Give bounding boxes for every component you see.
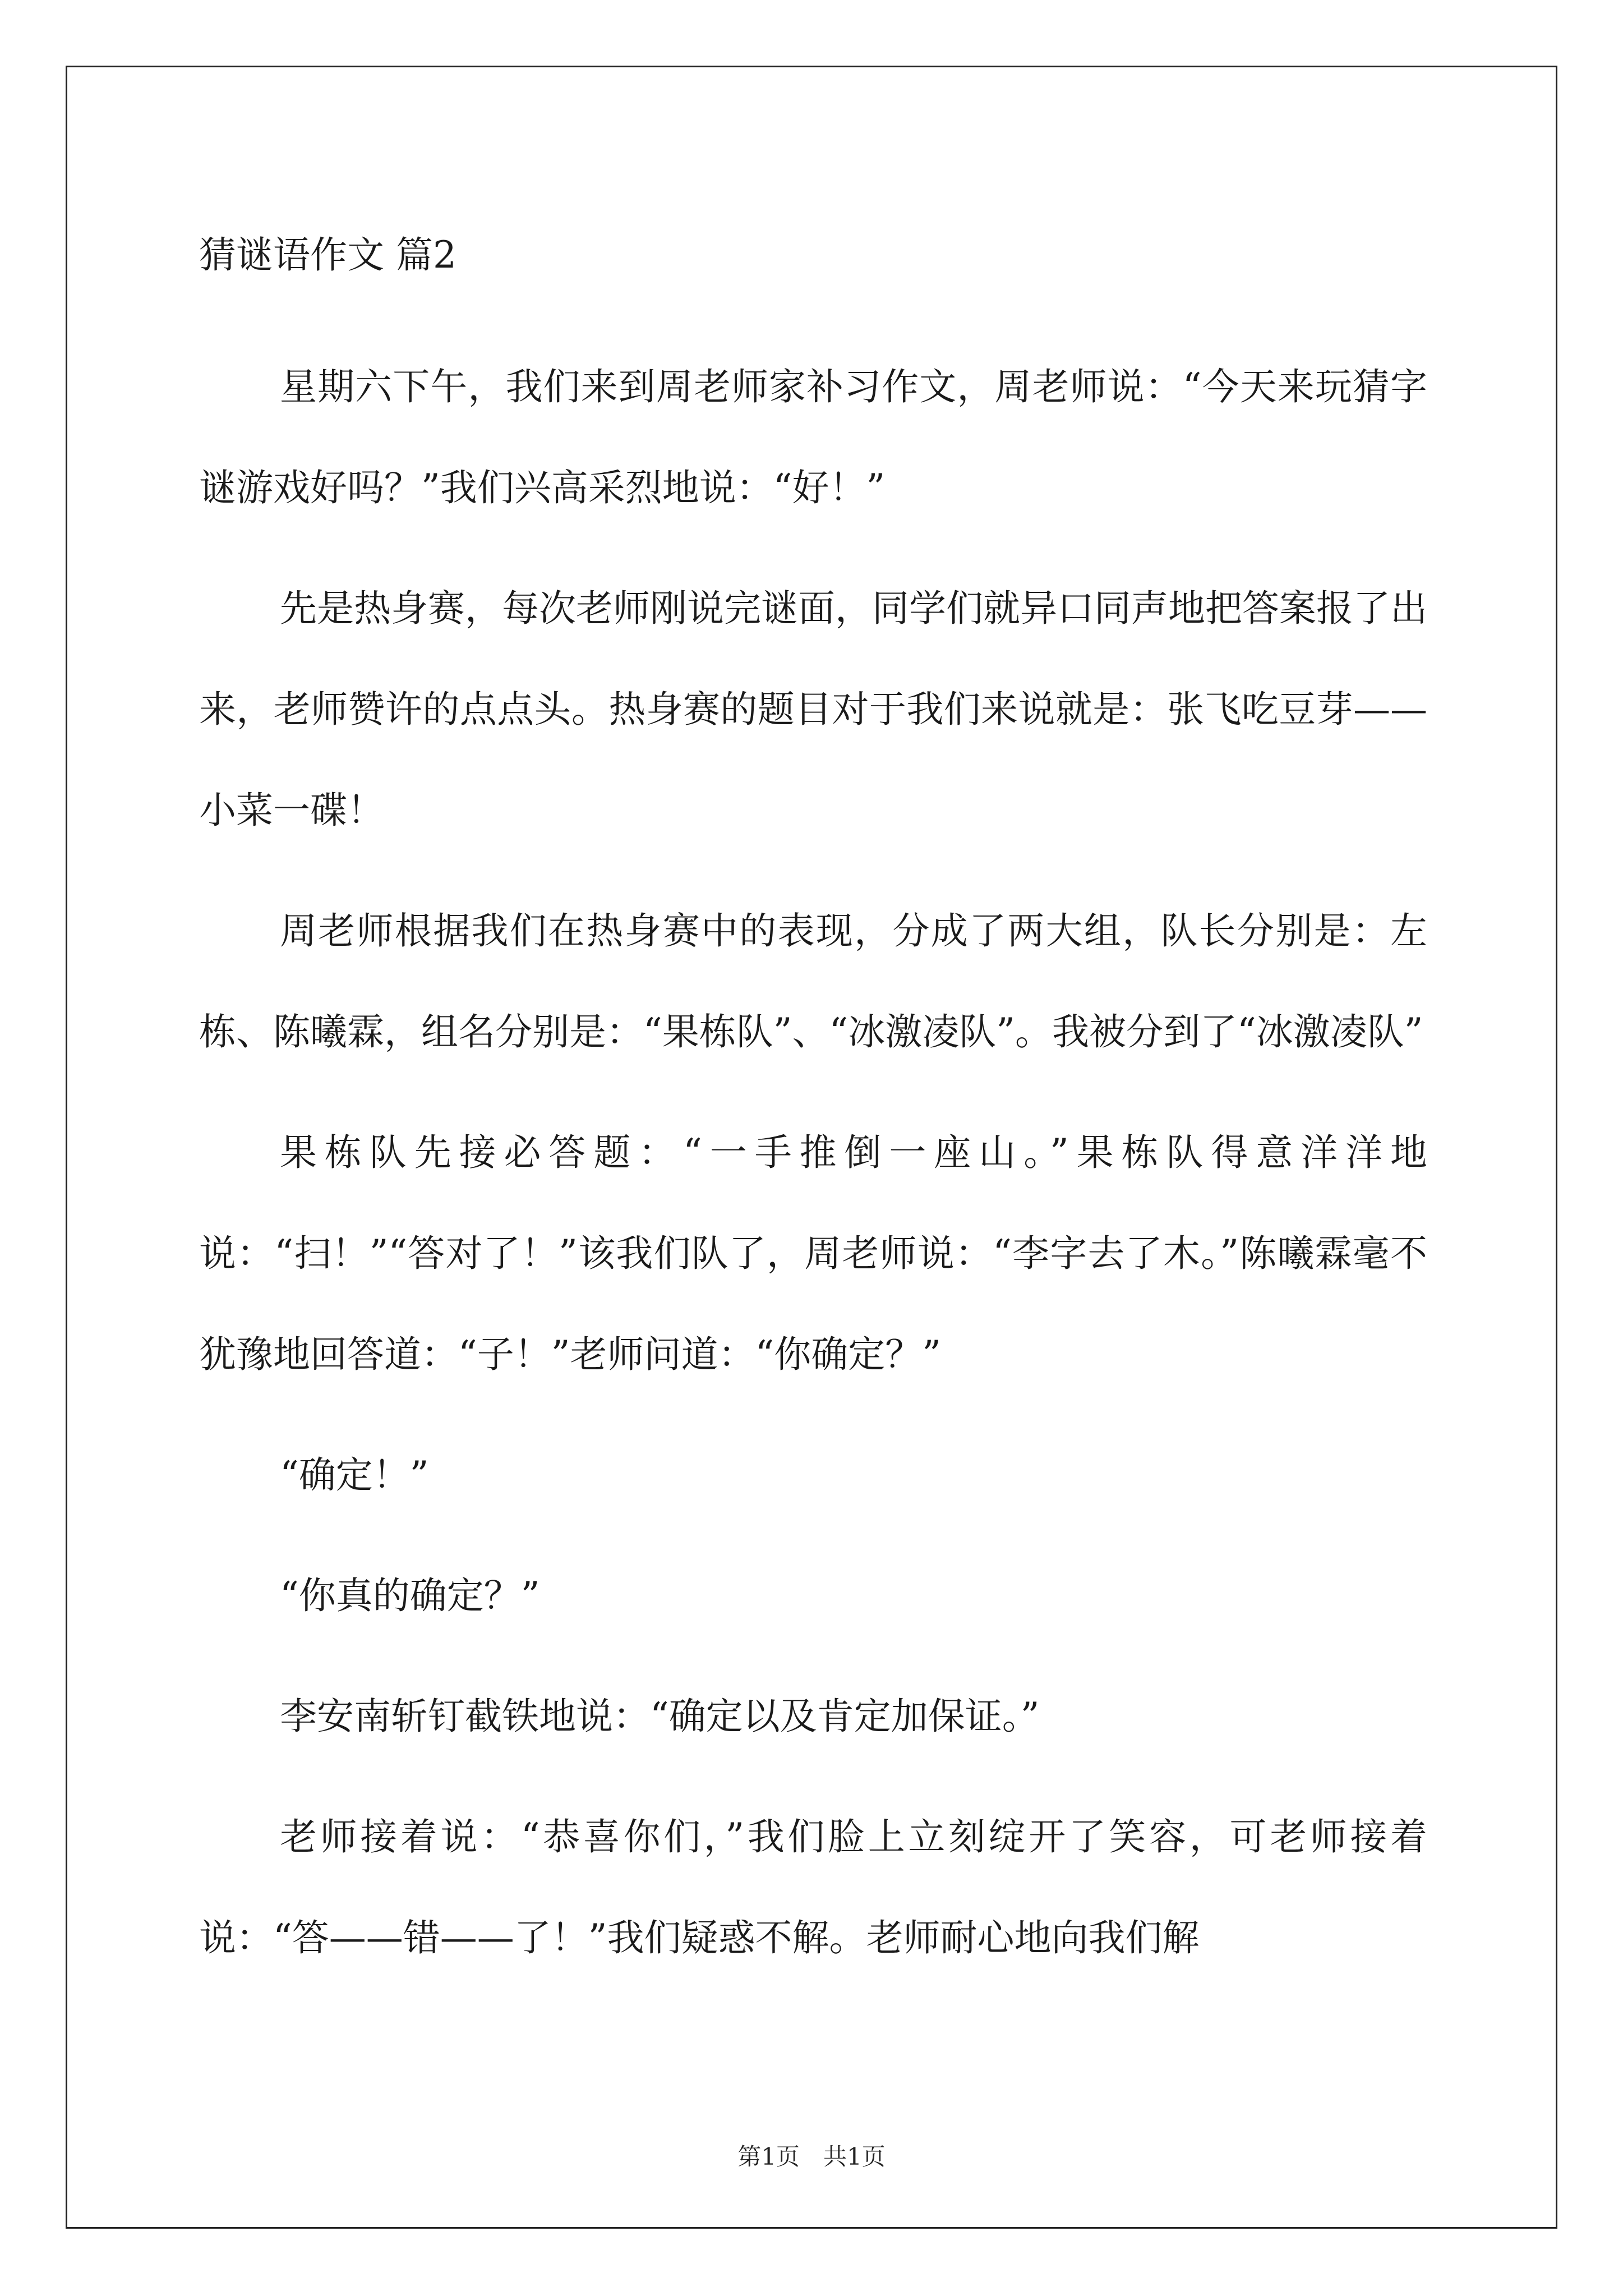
page-footer: 第1页 共1页 (737, 2143, 886, 2170)
paragraph-6: “你真的确定？” (280, 1574, 540, 1617)
paragraph-1: 星期六下午，我们来到周老师家补习作文，周老师说：“今天来玩猜字谜游戏好吗？”我们兴高采烈地说：“好！” (199, 365, 1427, 509)
paragraph-8: 老师接着说：“恭喜你们，”我们脸上立刻绽开了笑容，可老师接着说：“答——错——了！”我们疑惑不解。老师耐心地向我们解 (199, 1815, 1427, 1959)
document-title: 猜谜语作文 篇2 (199, 233, 457, 277)
paragraph-5: “确定！” (280, 1453, 429, 1497)
paragraph-7: 李安南斩钉截铁地说：“确定以及肯定加保证。” (280, 1695, 1040, 1738)
document-body (199, 213, 1427, 2008)
paragraph-2: 先是热身赛，每次老师刚说完谜面，同学们就异口同声地把答案报了出来，老师赞许的点点头。热身赛的题目对于我们来说就是：张飞吃豆芽——小菜一碟！ (199, 587, 1427, 832)
paragraph-3: 周老师根据我们在热身赛中的表现，分成了两大组，队长分别是：左栋、陈曦霖，组名分别是：“果栋队”、“冰激凌队”。我被分到了“冰激凌队” (199, 909, 1427, 1053)
paragraph-4: 果栋队先接必答题：“一手推倒一座山。”果栋队得意洋洋地说：“扫！”“答对了！”该我们队了，周老师说：“李字去了木。”陈曦霖毫不犹豫地回答道：“子！”老师问道：“你确定？” (199, 1131, 1427, 1376)
